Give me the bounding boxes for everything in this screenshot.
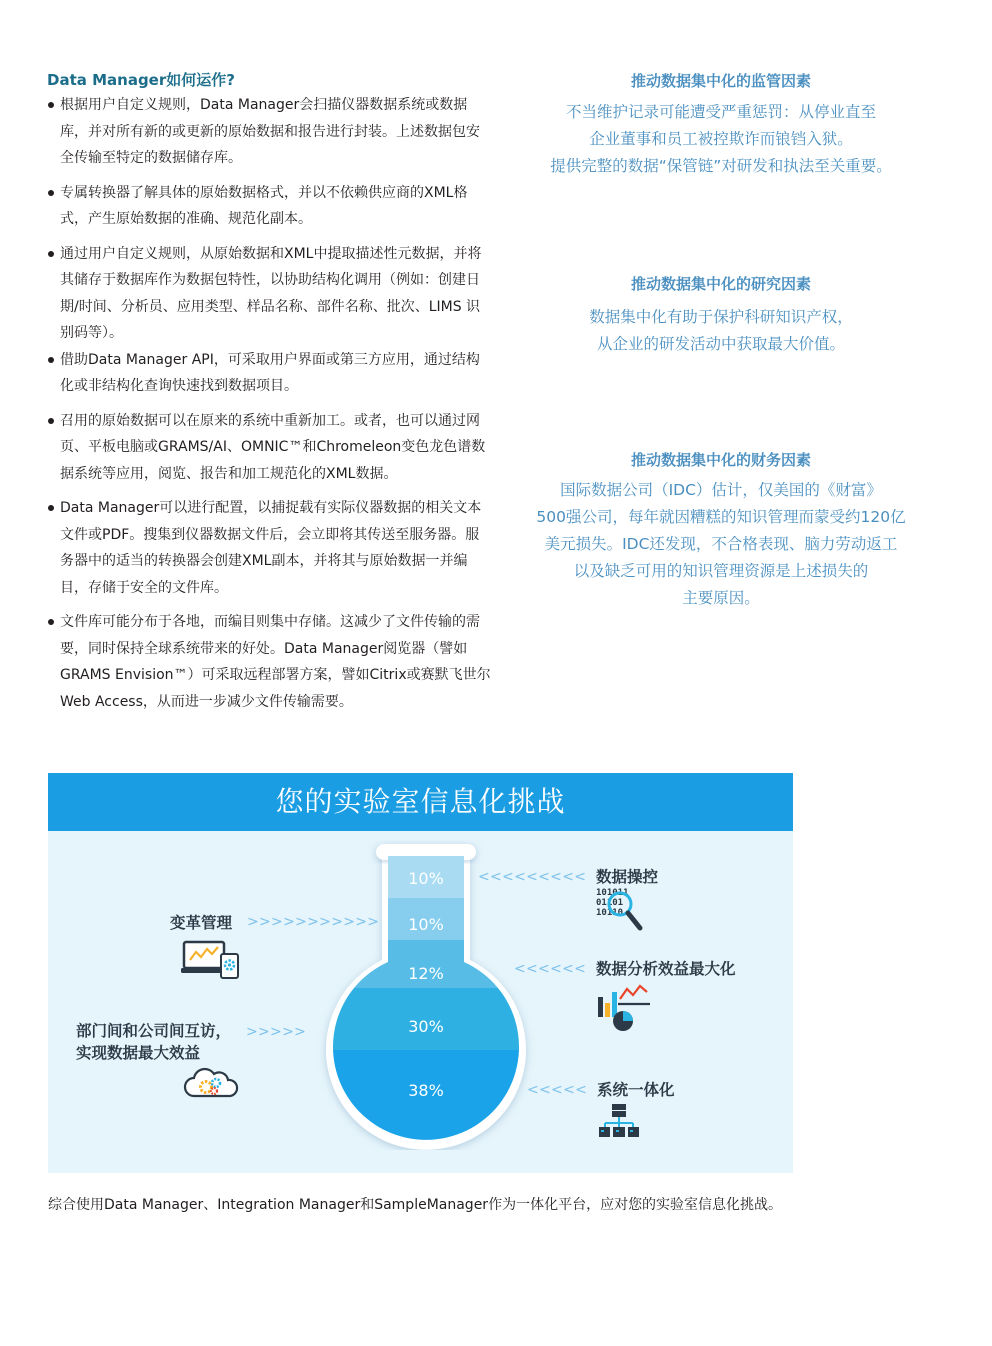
regulatory-line-3: 提供完整的数据“保管链”对研发和执法至关重要。: [550, 157, 892, 175]
flask-layer-label-1: 10%: [408, 869, 444, 888]
server-network-icon: [598, 1103, 642, 1139]
flask-layer-label-3: 12%: [408, 964, 444, 983]
financial-line-2: 500强公司，每年就因糟糕的知识管理而蒙受约120亿: [536, 508, 906, 526]
bullet-reprocess: 召用的原始数据可以在原来的系统中重新加工。或者，也可以通过网页、平板电脑或GRAMS/AI、OMNIC™和Chromeleon变色龙色谱数据系统等应用，阅览、报告和加工规范化的XML数据。: [47, 408, 492, 488]
integration-label: 系统一体化: [597, 1081, 675, 1099]
bullet-metadata: 通过用户自定义规则，从原始数据和XML中提取描述性元数据，并将其储存于数据库作为数据包特性，以协助结构化调用（例如：创建日期/时间、分析员、应用类型、样品名称、部件名称、批次、LIMS 识别码等）。: [47, 241, 492, 347]
financial-line-4: 以及缺乏可用的知识管理资源是上述损失的: [573, 562, 869, 580]
financial-line-1: 国际数据公司（IDC）估计，仅美国的《财富》: [560, 481, 882, 499]
bullet-api: 借助Data Manager API，可采取用户界面或第三方应用，通过结构化或非结构化查询快速找到数据项目。: [47, 347, 492, 400]
research-text: [518, 304, 924, 358]
regulatory-heading: 推动数据集中化的监管因素: [630, 72, 811, 90]
magnifier-icon: [604, 888, 648, 934]
research-line-2: 从企业的研发活动中获取最大价值。: [596, 335, 845, 353]
collab-arrows: >>>>>: [246, 1024, 307, 1040]
change-mgmt-arrows: >>>>>>>>>>>: [247, 914, 380, 930]
integration-arrows: <<<<<: [527, 1082, 588, 1098]
data-control-arrows: <<<<<<<<<: [478, 869, 587, 885]
research-heading: 推动数据集中化的研究因素: [630, 275, 811, 293]
financial-line-3: 美元损失。IDC还发现，不合格表现、脑力劳动返工: [544, 535, 898, 553]
financial-text: [518, 477, 924, 612]
bullet-scan: 根据用户自定义规则，Data Manager会扫描仪器数据系统或数据库，并对所有新的或更新的原始数据和报告进行封装。上述数据包安全传输至特定的数据储存库。: [47, 92, 492, 172]
infographic-title: 您的实验室信息化挑战: [275, 785, 566, 818]
data-analysis-label: 数据分析效益最大化: [596, 960, 736, 978]
bullet-distributed-vault: 文件库可能分布于各地，而编目则集中存储。这减少了文件传输的需要，同时保持全球系统带来的好处。Data Manager阅览器（譬如GRAMS Envision™）可采取远程部署方案，譬如Citrix或赛默飞世尔Web Access，从而进一步减少文件传输需要。: [47, 609, 492, 715]
binary-line-3: 10110: [596, 908, 624, 918]
data-analysis-arrows: <<<<<<: [514, 961, 587, 977]
regulatory-line-1: 不当维护记录可能遭受严重惩罚：从停业直至: [565, 103, 876, 121]
financial-line-5: 主要原因。: [682, 589, 760, 607]
data-control-label: 数据操控: [596, 868, 659, 886]
left-bullet-list: [47, 92, 492, 723]
binary-line-1: 101011: [596, 888, 629, 898]
laptop-gear-icon: [181, 940, 241, 980]
cloud-gear-icon: [182, 1066, 240, 1100]
binary-magnifier-icon: [596, 888, 646, 932]
regulatory-text: [518, 99, 924, 180]
collab-label-line-1: 部门间和公司间互访，: [76, 1022, 232, 1040]
research-line-1: 数据集中化有助于保护科研知识产权，: [589, 308, 853, 326]
left-heading: Data Manager如何运作?: [47, 71, 235, 89]
regulatory-line-2: 企业董事和员工被控欺诈而锒铛入狱。: [589, 130, 853, 148]
collab-label-line-2: 实现数据最大效益: [76, 1044, 201, 1062]
change-mgmt-label: 变革管理: [170, 914, 233, 932]
bullet-pdf-capture: Data Manager可以进行配置，以捕捉载有实际仪器数据的相关文本文件或PDF。搜集到仪器数据文件后，会立即将其传送至服务器。服务器中的适当的转换器会创建XML副本，并将其与原始数据一并编目，存储于安全的文件库。: [47, 495, 492, 601]
flask-layer-label-5: 38%: [408, 1081, 444, 1100]
bullet-converter: 专属转换器了解具体的原始数据格式，并以不依赖供应商的XML格式，产生原始数据的准确、规范化副本。: [47, 180, 492, 233]
chart-icon: [596, 983, 656, 1035]
binary-line-2: 01101: [596, 898, 624, 908]
financial-heading: 推动数据集中化的财务因素: [630, 451, 811, 469]
infographic-caption: 综合使用Data Manager、Integration Manager和SampleManager作为一体化平台，应对您的实验室信息化挑战。: [48, 1197, 783, 1213]
collab-label: [76, 1020, 231, 1064]
flask-layer-label-2: 10%: [408, 915, 444, 934]
flask-layer-label-4: 30%: [408, 1017, 444, 1036]
